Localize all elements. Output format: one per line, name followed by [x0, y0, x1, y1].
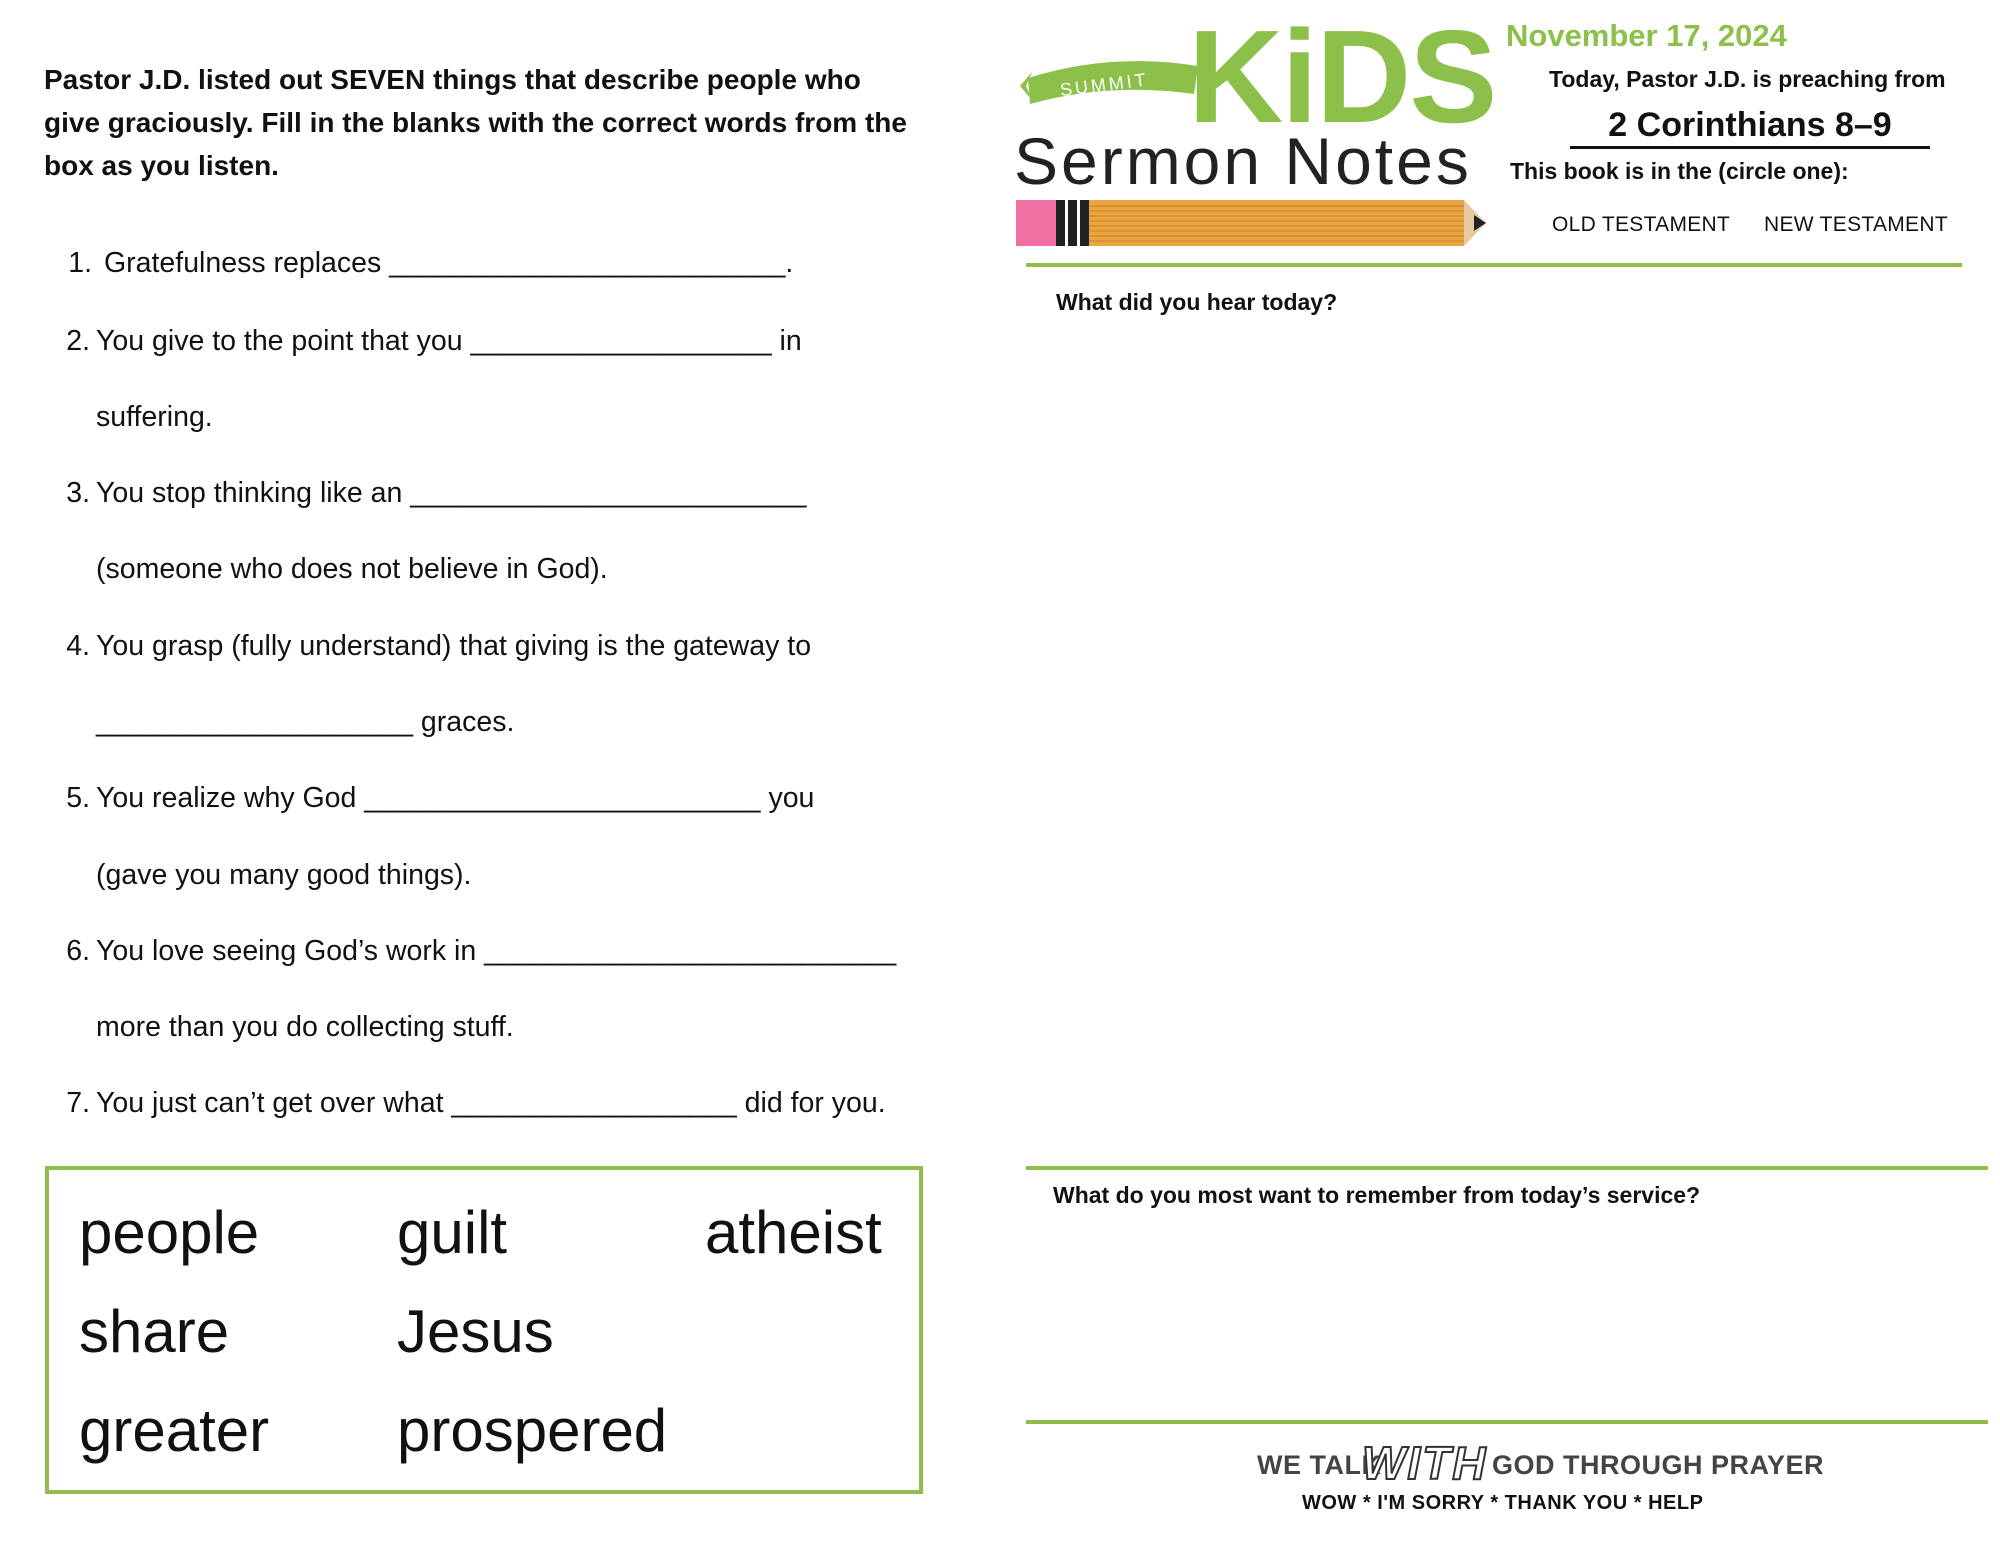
question-number: 2. [66, 325, 90, 357]
old-testament-option[interactable]: OLD TESTAMENT [1552, 213, 1731, 236]
word-bank-item: share [79, 1298, 230, 1365]
prayer-acronym: WOW * I'M SORRY * THANK YOU * HELP [1302, 1492, 1704, 1514]
notes-area-hear[interactable] [1026, 330, 1962, 1150]
summit-banner [1020, 56, 1200, 108]
date: November 17, 2024 [1506, 18, 1787, 53]
question-text: ____________________ graces. [96, 706, 515, 738]
question-number: 1. [68, 247, 92, 279]
new-testament-option[interactable]: NEW TESTAMENT [1764, 213, 1948, 236]
circle-prompt: This book is in the (circle one): [1510, 158, 1849, 184]
question-text: (gave you many good things). [96, 859, 472, 891]
question-text: Gratefulness replaces _________________________. [104, 247, 794, 279]
divider [1026, 1420, 1988, 1424]
divider [1026, 263, 1962, 267]
word-bank-item: greater [79, 1397, 270, 1464]
prayer-text-right: GOD THROUGH PRAYER [1492, 1450, 1825, 1480]
question-text: You realize why God _________________________ you [96, 782, 815, 814]
word-bank-item: Jesus [397, 1298, 554, 1365]
question-text: You stop thinking like an _________________________ [96, 477, 807, 509]
remember-prompt: What do you most want to remember from today’s service? [1053, 1182, 1701, 1208]
notes-area-remember[interactable] [1026, 1222, 1988, 1417]
question-number: 5. [66, 782, 90, 814]
question-text: You love seeing God’s work in __________________________ [96, 935, 897, 967]
summit-text: SUMMIT [1058, 69, 1150, 101]
prayer-with-word: WITH [1362, 1437, 1488, 1489]
question-number: 4. [66, 630, 90, 662]
word-bank-item: atheist [705, 1199, 882, 1266]
divider [1026, 1166, 1988, 1170]
question-number: 6. [66, 935, 90, 967]
question-text: more than you do collecting stuff. [96, 1011, 514, 1043]
word-bank-item: people [79, 1199, 260, 1266]
word-bank [45, 1166, 923, 1494]
question-text: (someone who does not believe in God). [96, 553, 608, 585]
question-text: You grasp (fully understand) that giving is the gateway to [96, 630, 812, 662]
word-bank-item: prospered [397, 1397, 668, 1464]
book-reference: 2 Corinthians 8–9 [1570, 104, 1930, 149]
question-number: 3. [66, 477, 90, 509]
question-text: suffering. [96, 401, 213, 433]
preaching-label: Today, Pastor J.D. is preaching from [1549, 66, 1946, 92]
pencil-icon [1016, 198, 1486, 248]
sermon-notes-title: Sermon Notes [1014, 124, 1472, 198]
prayer-text-left: WE TALK [1257, 1450, 1382, 1480]
kids-logo: KiDS [1188, 3, 1496, 150]
question-text: You give to the point that you ___________________ in [96, 325, 802, 357]
word-bank-item: guilt [397, 1199, 508, 1266]
question-text: You just can’t get over what __________________ did for you. [96, 1087, 886, 1119]
hear-prompt: What did you hear today? [1056, 289, 1338, 315]
question-number: 7. [66, 1087, 90, 1119]
instructions: Pastor J.D. listed out SEVEN things that describe people who give graciously. Fill in the blanks with the correct words from the box as you listen. [44, 64, 907, 181]
